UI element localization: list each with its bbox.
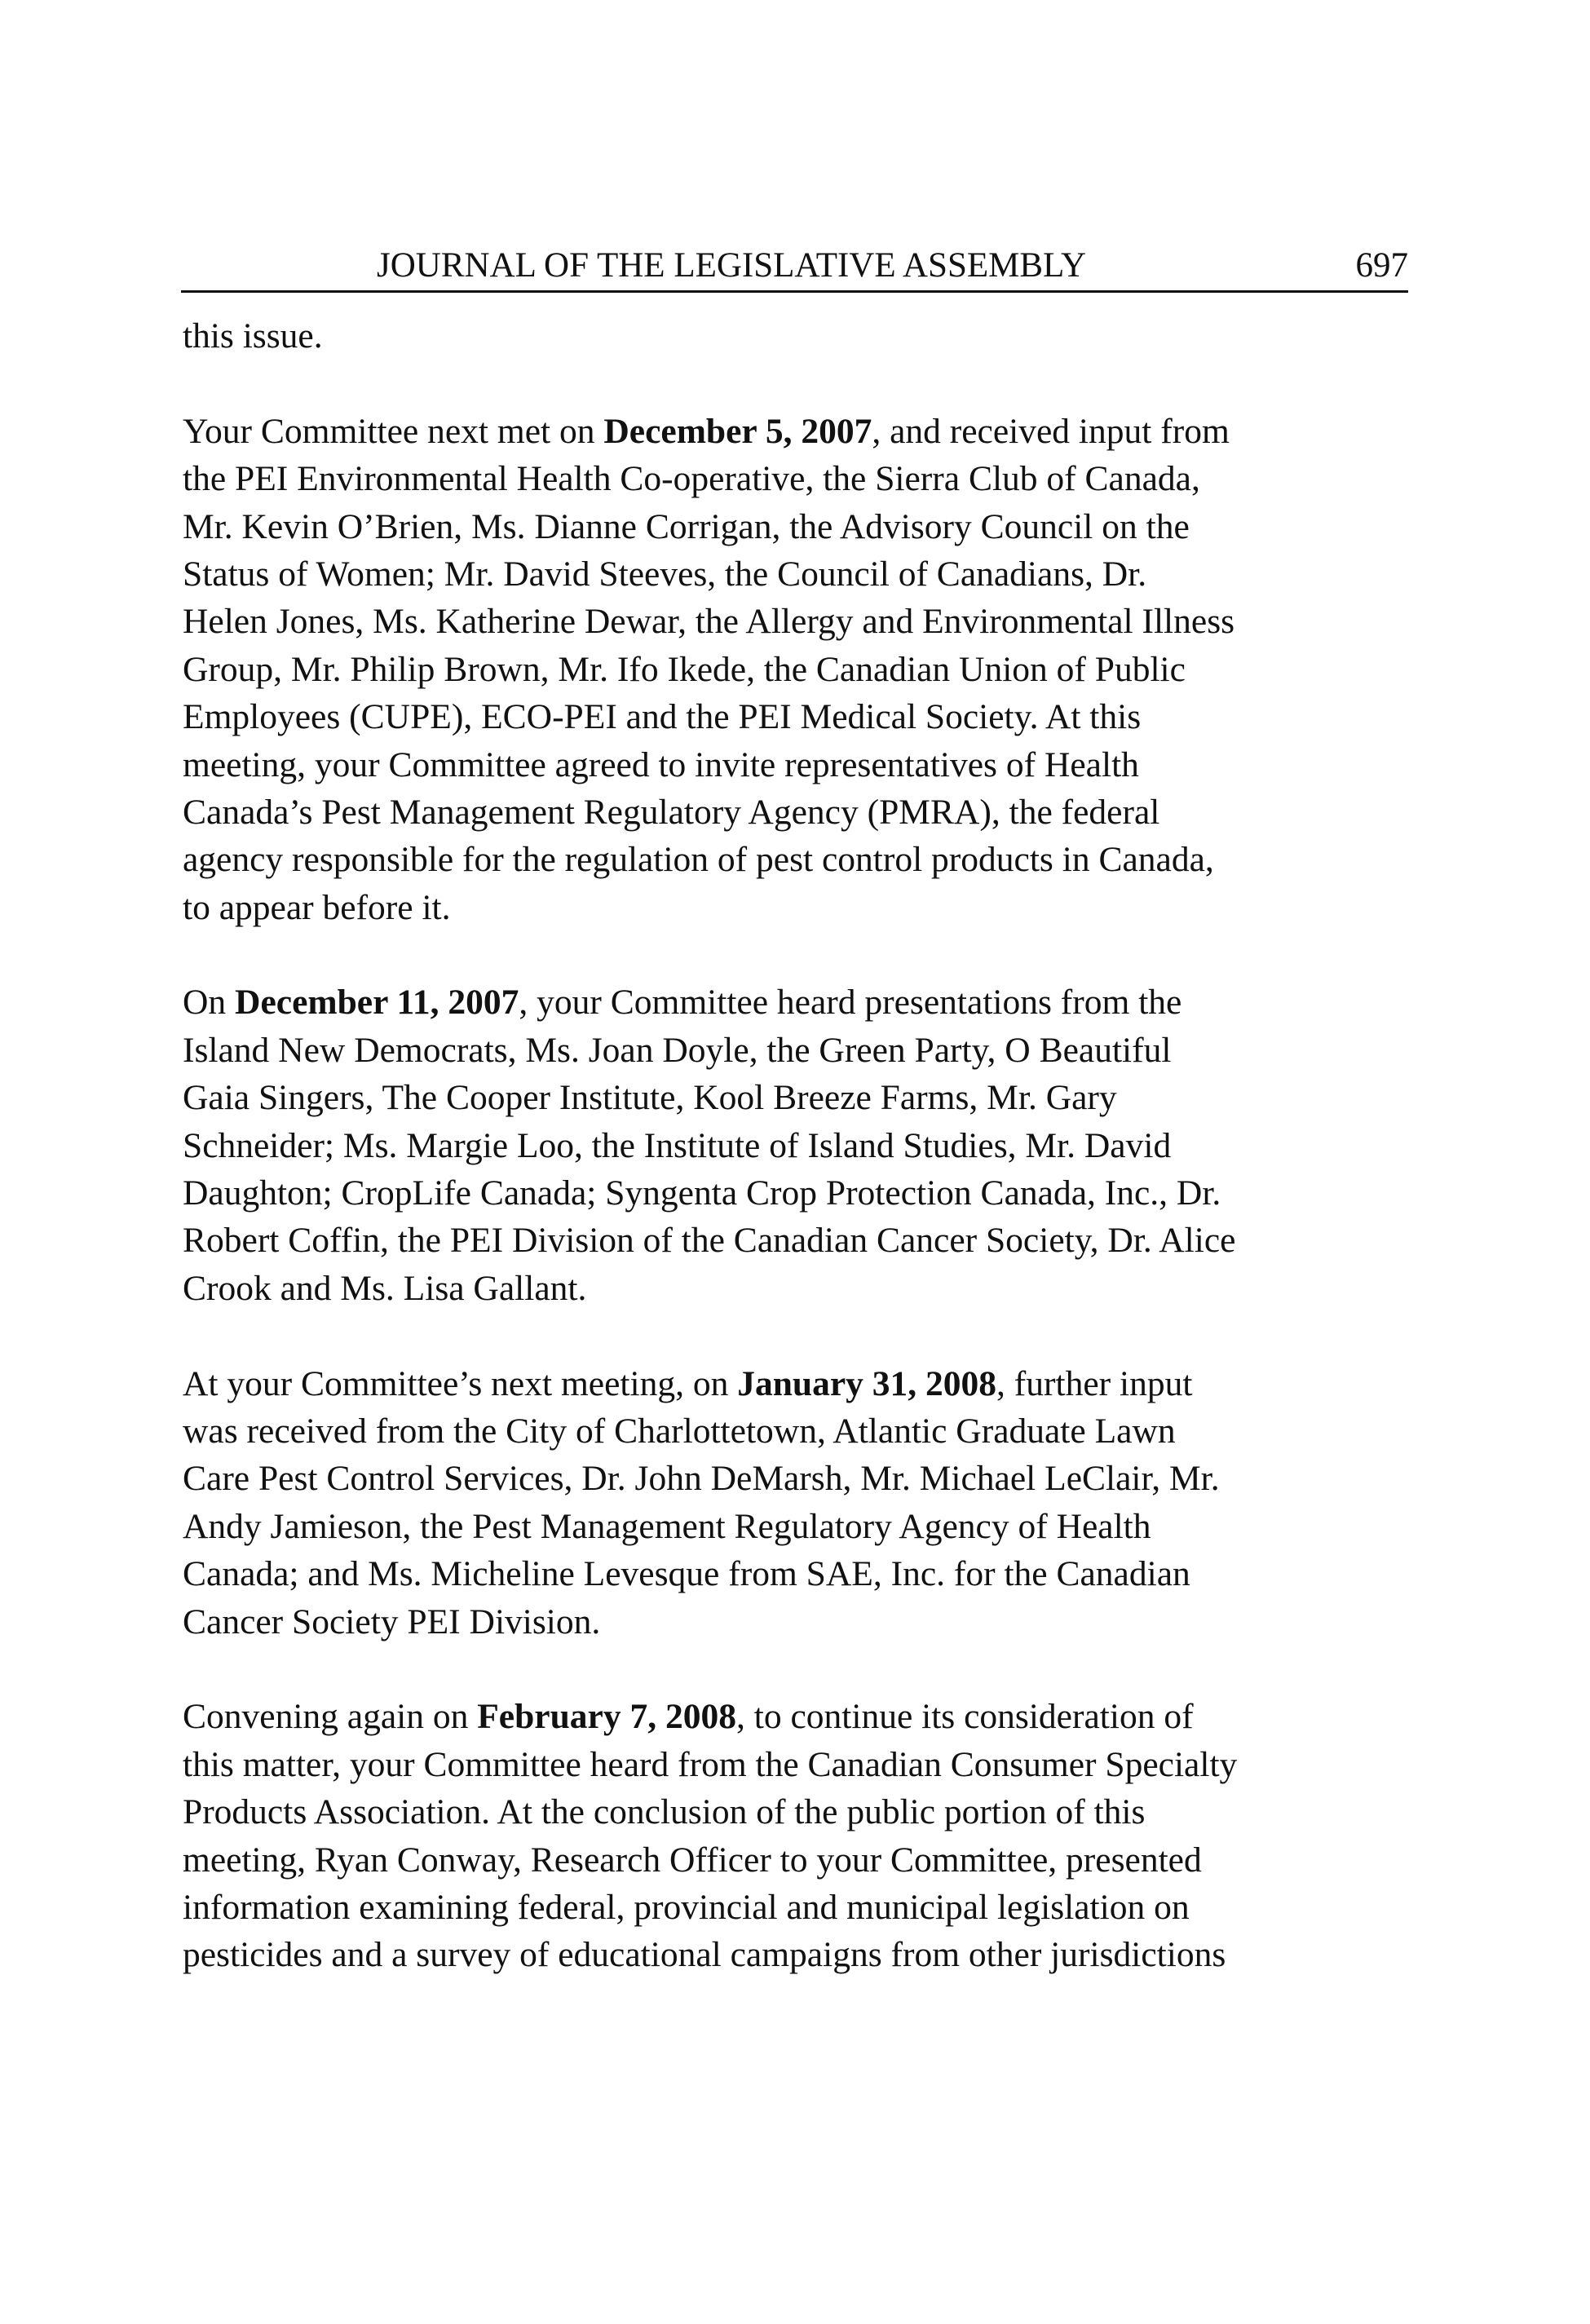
text-line: the PEI Environmental Health Co-operative, the Sierra Club of Canada, [183, 459, 1200, 499]
text-line: Helen Jones, Ms. Katherine Dewar, the Allergy and Environmental Illness [183, 602, 1235, 642]
text-line: Canada; and Ms. Micheline Levesque from SAE, Inc. for the Canadian [183, 1554, 1190, 1594]
page-number: 697 [1355, 246, 1408, 285]
text-line: Daughton; CropLife Canada; Syngenta Crop Protection Canada, Inc., Dr. [183, 1173, 1221, 1213]
running-header [181, 241, 1408, 293]
text-line: meeting, your Committee agreed to invite representatives of Health [183, 744, 1139, 784]
text-line: Employees (CUPE), ECO-PEI and the PEI Medical Society. At this [183, 697, 1142, 737]
meeting-date: January 31, 2008 [737, 1363, 997, 1403]
text-line: On December 11, 2007, your Committee heard presentations from the [183, 983, 1182, 1023]
text-line: Your Committee next met on December 5, 2007, and received input from [183, 411, 1230, 451]
paragraph-feb-7-meeting [183, 1693, 1414, 1978]
text-line: Island New Democrats, Ms. Joan Doyle, the Green Party, O Beautiful [183, 1030, 1172, 1070]
journal-title: JOURNAL OF THE LEGISLATIVE ASSEMBLY [377, 246, 1087, 285]
body-text [183, 312, 1414, 1979]
text-line: Group, Mr. Philip Brown, Mr. Ifo Ikede, the Canadian Union of Public [183, 649, 1186, 689]
text-line: Convening again on February 7, 2008, to continue its consideration of [183, 1697, 1194, 1737]
meeting-date: December 11, 2007 [235, 983, 519, 1023]
text-line: Gaia Singers, The Cooper Institute, Kool Breeze Farms, Mr. Gary [183, 1078, 1117, 1118]
paragraph-dec-11-meeting [183, 979, 1414, 1312]
meeting-date: February 7, 2008 [477, 1697, 736, 1737]
text-line: was received from the City of Charlottetown, Atlantic Graduate Lawn [183, 1411, 1176, 1451]
text-line: Cancer Society PEI Division. [183, 1602, 601, 1641]
text-line: to appear before it. [183, 887, 451, 927]
meeting-date: December 5, 2007 [603, 411, 872, 451]
text-line: this issue. [183, 316, 323, 356]
text-line: Crook and Ms. Lisa Gallant. [183, 1268, 587, 1308]
paragraph-dec-5-meeting [183, 408, 1414, 931]
text-line: Mr. Kevin O’Brien, Ms. Dianne Corrigan, the Advisory Council on the [183, 506, 1190, 546]
text-line: pesticides and a survey of educational campaigns from other jurisdictions [183, 1935, 1226, 1975]
paragraph-jan-31-meeting [183, 1360, 1414, 1646]
text-line: Robert Coffin, the PEI Division of the Canadian Cancer Society, Dr. Alice [183, 1221, 1236, 1261]
text-line: information examining federal, provincial and municipal legislation on [183, 1887, 1190, 1927]
text-line: Care Pest Control Services, Dr. John DeMarsh, Mr. Michael LeClair, Mr. [183, 1459, 1220, 1499]
text-line: At your Committee’s next meeting, on January 31, 2008, further input [183, 1363, 1193, 1403]
text-line: Schneider; Ms. Margie Loo, the Institute of Island Studies, Mr. David [183, 1125, 1172, 1165]
text-line: Status of Women; Mr. David Steeves, the Council of Canadians, Dr. [183, 554, 1147, 594]
text-line: agency responsible for the regulation of pest control products in Canada, [183, 840, 1214, 880]
text-line: Canada’s Pest Management Regulatory Agency (PMRA), the federal [183, 792, 1160, 832]
text-line: Andy Jamieson, the Pest Management Regulatory Agency of Health [183, 1506, 1151, 1546]
text-line: meeting, Ryan Conway, Research Officer to your Committee, presented [183, 1840, 1202, 1880]
text-line: this matter, your Committee heard from the Canadian Consumer Specialty [183, 1744, 1238, 1784]
paragraph-continuation [183, 312, 1414, 360]
text-line: Products Association. At the conclusion of the public portion of this [183, 1792, 1146, 1832]
